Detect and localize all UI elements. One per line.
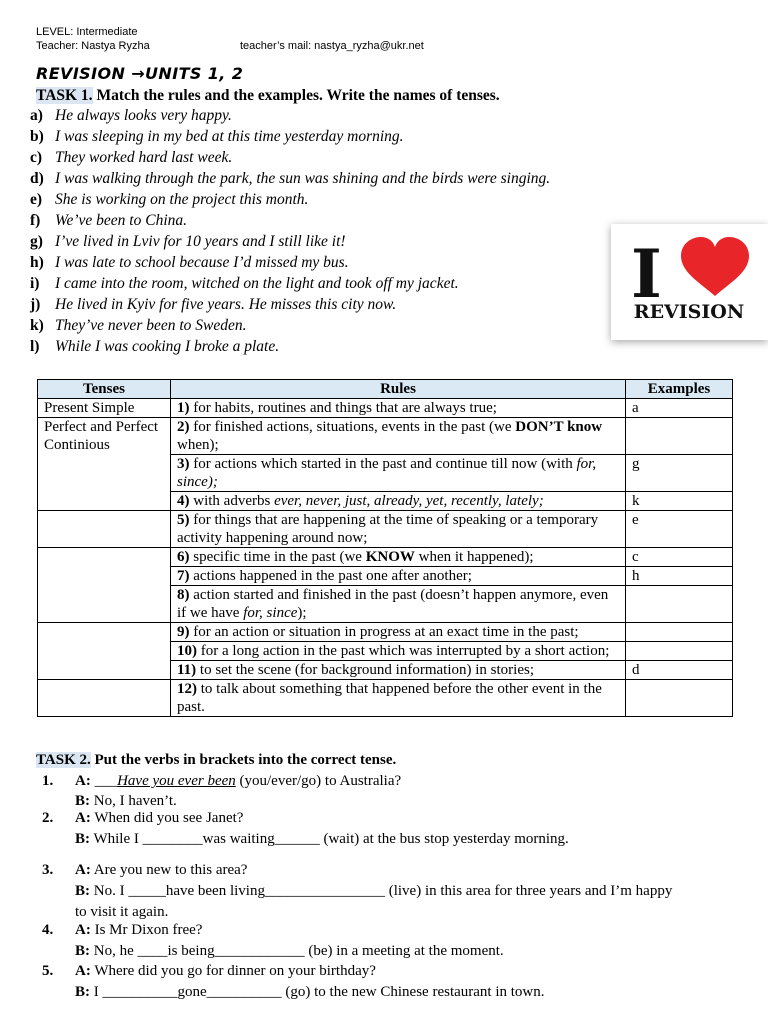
rule-number: 6) [177, 549, 190, 565]
task1-instruction: Match the rules and the examples. Write the names of tenses. [96, 87, 500, 104]
rule-number: 9) [177, 624, 190, 640]
item-number: 2. [42, 810, 54, 826]
example-letter: a) [30, 107, 43, 124]
question-line [75, 771, 401, 791]
rule-text: for things that are happening at the time of speaking or a temporary activity happening around now; [177, 512, 599, 546]
rule-cell [171, 548, 626, 567]
rule-italic: for, since); [177, 456, 597, 490]
column-header-tenses: Tenses [38, 380, 171, 399]
rule-number: 11) [177, 662, 197, 678]
example-letter: l) [30, 338, 40, 355]
rule-text-end: when); [177, 437, 219, 453]
revision-word: REVISION [633, 301, 745, 323]
speaker-b: B: [75, 793, 90, 809]
question-line [75, 860, 247, 880]
rule-text: to set the scene (for background information) in stories; [196, 662, 534, 678]
rule-text: action started and finished in the past (doesn’t happen anymore, even if we have [177, 587, 609, 621]
rule-text: for habits, routines and things that are always true; [189, 400, 497, 416]
list-item [30, 252, 550, 273]
speaker-a: A: [75, 810, 91, 826]
rule-text: for finished actions, situations, events in the past (we [189, 419, 516, 435]
table-row [38, 548, 733, 567]
example-cell[interactable] [626, 642, 733, 661]
example-letter: d) [30, 170, 44, 187]
example-text: He always looks very happy. [55, 107, 232, 124]
rule-emphasis: DON’T know [515, 419, 603, 435]
rule-text: with adverbs [189, 493, 275, 509]
answer-text[interactable]: I __________gone__________ (go) to the new Chinese restaurant in town. [93, 984, 545, 1000]
rule-text: for a long action in the past which was interrupted by a short action; [197, 643, 610, 659]
list-item [30, 315, 550, 336]
example-cell[interactable]: g [626, 455, 733, 492]
task2-label: TASK 2. [36, 752, 91, 768]
rule-cell [171, 642, 626, 661]
answer-line-continued: to visit it again. [75, 904, 169, 920]
answer-text[interactable]: While I ________was waiting______ (wait) at the bus stop yesterday morning. [93, 831, 569, 847]
speaker-b: B: [75, 984, 90, 1000]
speaker-a: A: [75, 773, 91, 789]
example-text: They worked hard last week. [55, 149, 233, 166]
tense-cell-empty[interactable] [38, 623, 171, 680]
table-row [38, 623, 733, 642]
example-cell[interactable] [626, 623, 733, 642]
example-cell[interactable]: c [626, 548, 733, 567]
rule-cell [171, 623, 626, 642]
speaker-b: B: [75, 943, 90, 959]
example-letter: i) [30, 275, 40, 292]
list-item [30, 336, 550, 357]
list-item [30, 147, 550, 168]
example-cell[interactable] [626, 418, 733, 455]
question-line [75, 808, 243, 828]
teacher-label: Teacher: Nastya Ryzha [36, 40, 150, 52]
heart-icon [611, 224, 768, 340]
example-letter: e) [30, 191, 43, 208]
rule-text: to talk about something that happened before the other event in the past. [177, 681, 602, 715]
example-letter: g) [30, 233, 43, 250]
page-title: REVISION →UNITS 1, 2 [36, 64, 244, 83]
rule-number: 7) [177, 568, 190, 584]
answer-line[interactable] [75, 881, 672, 901]
list-item [30, 126, 550, 147]
example-letter: j) [30, 296, 41, 313]
speaker-a: A: [75, 963, 91, 979]
rule-cell [171, 567, 626, 586]
example-text: I’ve lived in Lviv for 10 years and I still like it! [55, 233, 346, 250]
level-label: LEVEL: Intermediate [36, 26, 138, 38]
i-love-revision-image [611, 224, 768, 340]
list-item [30, 105, 550, 126]
column-header-rules: Rules [171, 380, 626, 399]
answer-line[interactable] [75, 982, 545, 1002]
table-row [38, 399, 733, 418]
example-text: I was late to school because I’d missed my bus. [55, 254, 349, 271]
item-number: 3. [42, 862, 54, 878]
speaker-a: A: [75, 922, 91, 938]
answer-text: No, I haven’t. [93, 793, 177, 809]
big-letter: I [631, 235, 662, 313]
rule-text: for an action or situation in progress at an exact time in the past; [189, 624, 579, 640]
rule-emphasis: KNOW [365, 549, 415, 565]
answer-text[interactable]: No. I _____have been living________________ (live) in this area for three years and I’m happy [93, 883, 673, 899]
rule-text-end: ); [297, 605, 307, 621]
example-cell[interactable]: h [626, 567, 733, 586]
speaker-a: A: [75, 862, 91, 878]
example-letter: h) [30, 254, 44, 271]
question-line [75, 920, 202, 940]
rule-cell [171, 586, 626, 623]
answer-line[interactable] [75, 829, 569, 849]
example-text: We’ve been to China. [55, 212, 187, 229]
example-letter: b) [30, 128, 44, 145]
rule-number: 3) [177, 456, 190, 472]
example-text: While I was cooking I broke a plate. [55, 338, 280, 355]
task1-heading [36, 86, 500, 105]
list-item [30, 273, 550, 294]
rule-number: 4) [177, 493, 190, 509]
item-number: 5. [42, 963, 54, 979]
example-letter: c) [30, 149, 43, 166]
answer-text[interactable]: No, he ____is being____________ (be) in a meeting at the moment. [93, 943, 504, 959]
answer-line[interactable] [75, 941, 504, 961]
table-row [38, 511, 733, 548]
speaker-b: B: [75, 883, 90, 899]
rule-text: for actions which started in the past and continue till now (with [189, 456, 577, 472]
answer-field[interactable]: Have you ever been [117, 773, 236, 789]
rule-cell [171, 661, 626, 680]
example-text: I came into the room, witched on the light and took off my jacket. [55, 275, 459, 292]
item-number: 4. [42, 922, 54, 938]
example-text: They’ve never been to Sweden. [55, 317, 247, 334]
rule-italic: for, since [243, 605, 298, 621]
question-text: (you/ever/go) to Australia? [235, 773, 402, 789]
speaker-b: B: [75, 831, 90, 847]
rule-number: 10) [177, 643, 197, 659]
example-text: She is working on the project this month. [55, 191, 309, 208]
list-item [30, 210, 550, 231]
question-text: When did you see Janet? [94, 810, 244, 826]
rule-cell [171, 492, 626, 511]
rule-cell [171, 455, 626, 492]
rule-number: 12) [177, 681, 197, 697]
list-item [30, 189, 550, 210]
list-item [30, 231, 550, 252]
rule-number: 2) [177, 419, 190, 435]
task2-heading [36, 751, 396, 770]
list-item [30, 168, 550, 189]
example-cell[interactable]: k [626, 492, 733, 511]
tense-cell: Present Simple [38, 399, 171, 418]
task2-instruction: Put the verbs in brackets into the correct tense. [90, 752, 397, 768]
rule-cell [171, 418, 626, 455]
tense-cell: Perfect and Perfect Continious [38, 418, 171, 511]
tenses-table [37, 379, 733, 717]
table-row [38, 418, 733, 455]
tense-cell-empty[interactable] [38, 511, 171, 548]
example-text: I was sleeping in my bed at this time yesterday morning. [55, 128, 404, 145]
column-header-examples: Examples [626, 380, 733, 399]
blank-prefix: ___ [94, 773, 118, 789]
rule-number: 1) [177, 400, 190, 416]
examples-list [30, 105, 550, 357]
example-cell[interactable] [626, 680, 733, 717]
rule-italic: ever, never, just, already, yet, recently, lately; [274, 493, 544, 509]
item-number: 1. [42, 773, 54, 789]
heart-shape [681, 237, 749, 296]
rule-cell [171, 680, 626, 717]
rule-text: specific time in the past (we [189, 549, 366, 565]
question-text: Are you new to this area? [93, 862, 248, 878]
table-header-row [38, 380, 733, 399]
teacher-mail: teacher’s mail: nastya_ryzha@ukr.net [240, 40, 424, 52]
example-letter: k) [30, 317, 44, 334]
table-row [38, 680, 733, 717]
question-text: Where did you go for dinner on your birthday? [94, 963, 376, 979]
list-item [30, 294, 550, 315]
question-line [75, 961, 376, 981]
example-cell[interactable]: e [626, 511, 733, 548]
rule-number: 5) [177, 512, 190, 528]
rule-cell [171, 511, 626, 548]
example-cell[interactable] [626, 586, 733, 623]
question-text: Is Mr Dixon free? [94, 922, 203, 938]
example-text: He lived in Kyiv for five years. He misses this city now. [55, 296, 397, 313]
example-cell[interactable]: a [626, 399, 733, 418]
rule-text-end: when it happened); [414, 549, 534, 565]
rule-cell [171, 399, 626, 418]
rule-text: actions happened in the past one after another; [189, 568, 472, 584]
example-letter: f) [30, 212, 41, 229]
rule-number: 8) [177, 587, 190, 603]
example-cell[interactable]: d [626, 661, 733, 680]
task1-label: TASK 1. [36, 87, 93, 104]
tense-cell-empty[interactable] [38, 548, 171, 623]
example-text: I was walking through the park, the sun was shining and the birds were singing. [55, 170, 551, 187]
tense-cell-empty[interactable] [38, 680, 171, 717]
